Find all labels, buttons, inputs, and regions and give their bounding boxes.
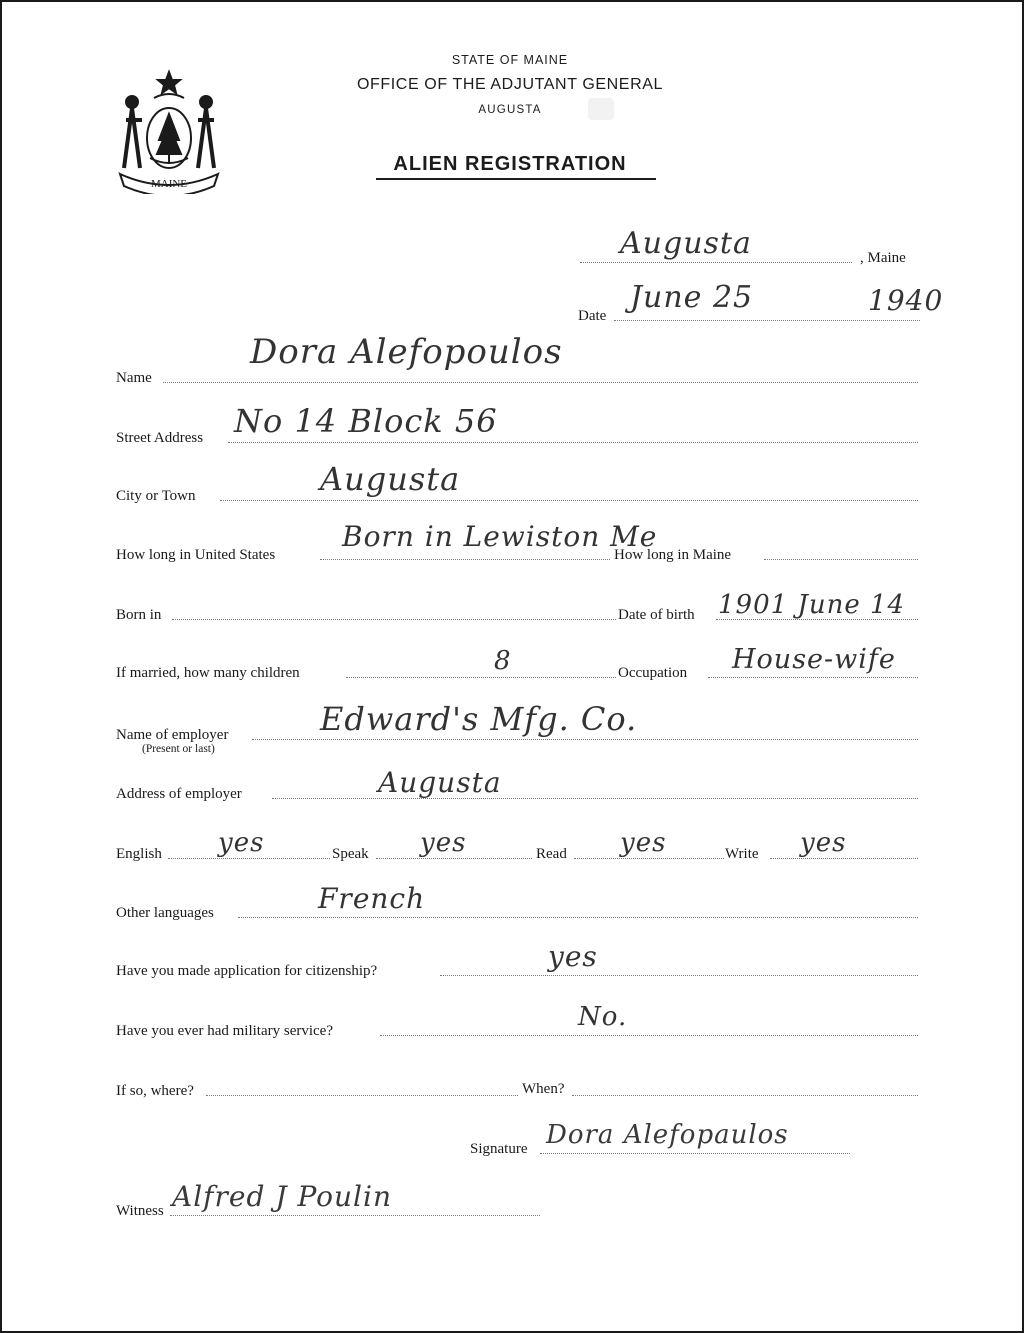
street-address-value: No 14 Block 56 [234,402,498,440]
citizenship-label: Have you made application for citizenship? [116,963,378,979]
children-value: 8 [494,646,512,676]
seal-banner-text: MAINE [150,178,188,190]
signature-label: Signature [470,1141,528,1157]
street-address-label: Street Address [116,430,204,446]
header-office: OFFICE OF THE ADJUTANT GENERAL [356,76,664,93]
how-long-us-label: How long in United States [116,547,276,563]
employer-address-line [272,796,918,799]
title-underline [376,178,656,180]
write-value: yes [800,828,847,858]
born-in-line [172,617,616,620]
place-value: Augusta [620,226,752,261]
how-long-us-value: Born in Lewiston Me [342,520,658,553]
name-label: Name [116,370,152,386]
street-address-line [228,440,918,443]
how-long-maine-line [764,557,918,560]
born-in-label: Born in [116,607,162,623]
witness-label: Witness [116,1203,164,1219]
date-line [614,318,920,321]
date-of-birth-label: Date of birth [618,607,695,623]
employer-label: Name of employer [116,727,229,743]
city-value: Augusta [320,460,461,498]
speak-label: Speak [332,846,369,862]
write-label: Write [725,846,759,862]
signature-value: Dora Alefopaulos [546,1120,789,1150]
read-value: yes [620,828,667,858]
occupation-line [708,675,918,678]
when-line [572,1093,918,1096]
children-label: If married, how many children [116,665,300,681]
occupation-value: House-wife [732,644,896,675]
name-value: Dora Alefopoulos [250,332,563,372]
witness-line [170,1213,540,1216]
other-languages-label: Other languages [116,905,214,921]
header-state: STATE OF MAINE [451,53,569,67]
header-city: AUGUSTA [478,104,542,116]
city-line [220,498,918,501]
date-value: June 25 [630,280,754,315]
date-of-birth-value: 1901 June 14 [718,590,906,620]
where-label: If so, where? [116,1083,194,1099]
other-languages-line [238,915,918,918]
citizenship-line [440,973,918,976]
signature-line [540,1151,850,1154]
city-label: City or Town [116,488,196,504]
other-languages-value: French [318,882,426,915]
date-year-value: 1940 [868,284,944,317]
military-value: No. [578,1002,628,1032]
how-long-maine-label: How long in Maine [614,547,732,563]
english-label: English [116,846,162,862]
maine-label: , Maine [860,250,906,266]
maine-seal-icon [114,68,224,194]
employer-note: (Present or last) [142,743,215,755]
occupation-label: Occupation [618,665,688,681]
name-line [163,380,918,383]
children-line [346,675,616,678]
citizenship-value: yes [548,940,598,973]
speak-value: yes [420,828,467,858]
employer-value: Edward's Mfg. Co. [320,700,638,738]
military-label: Have you ever had military service? [116,1023,333,1039]
military-line [380,1033,918,1036]
when-label: When? [522,1081,565,1097]
english-value: yes [218,828,265,858]
employer-address-value: Augusta [378,766,502,799]
date-label: Date [578,308,607,324]
how-long-us-line [320,557,610,560]
witness-value: Alfred J Poulin [172,1180,392,1213]
read-label: Read [536,846,567,862]
employer-address-label: Address of employer [116,786,242,802]
where-line [206,1093,518,1096]
form-title: ALIEN REGISTRATION [393,153,627,175]
